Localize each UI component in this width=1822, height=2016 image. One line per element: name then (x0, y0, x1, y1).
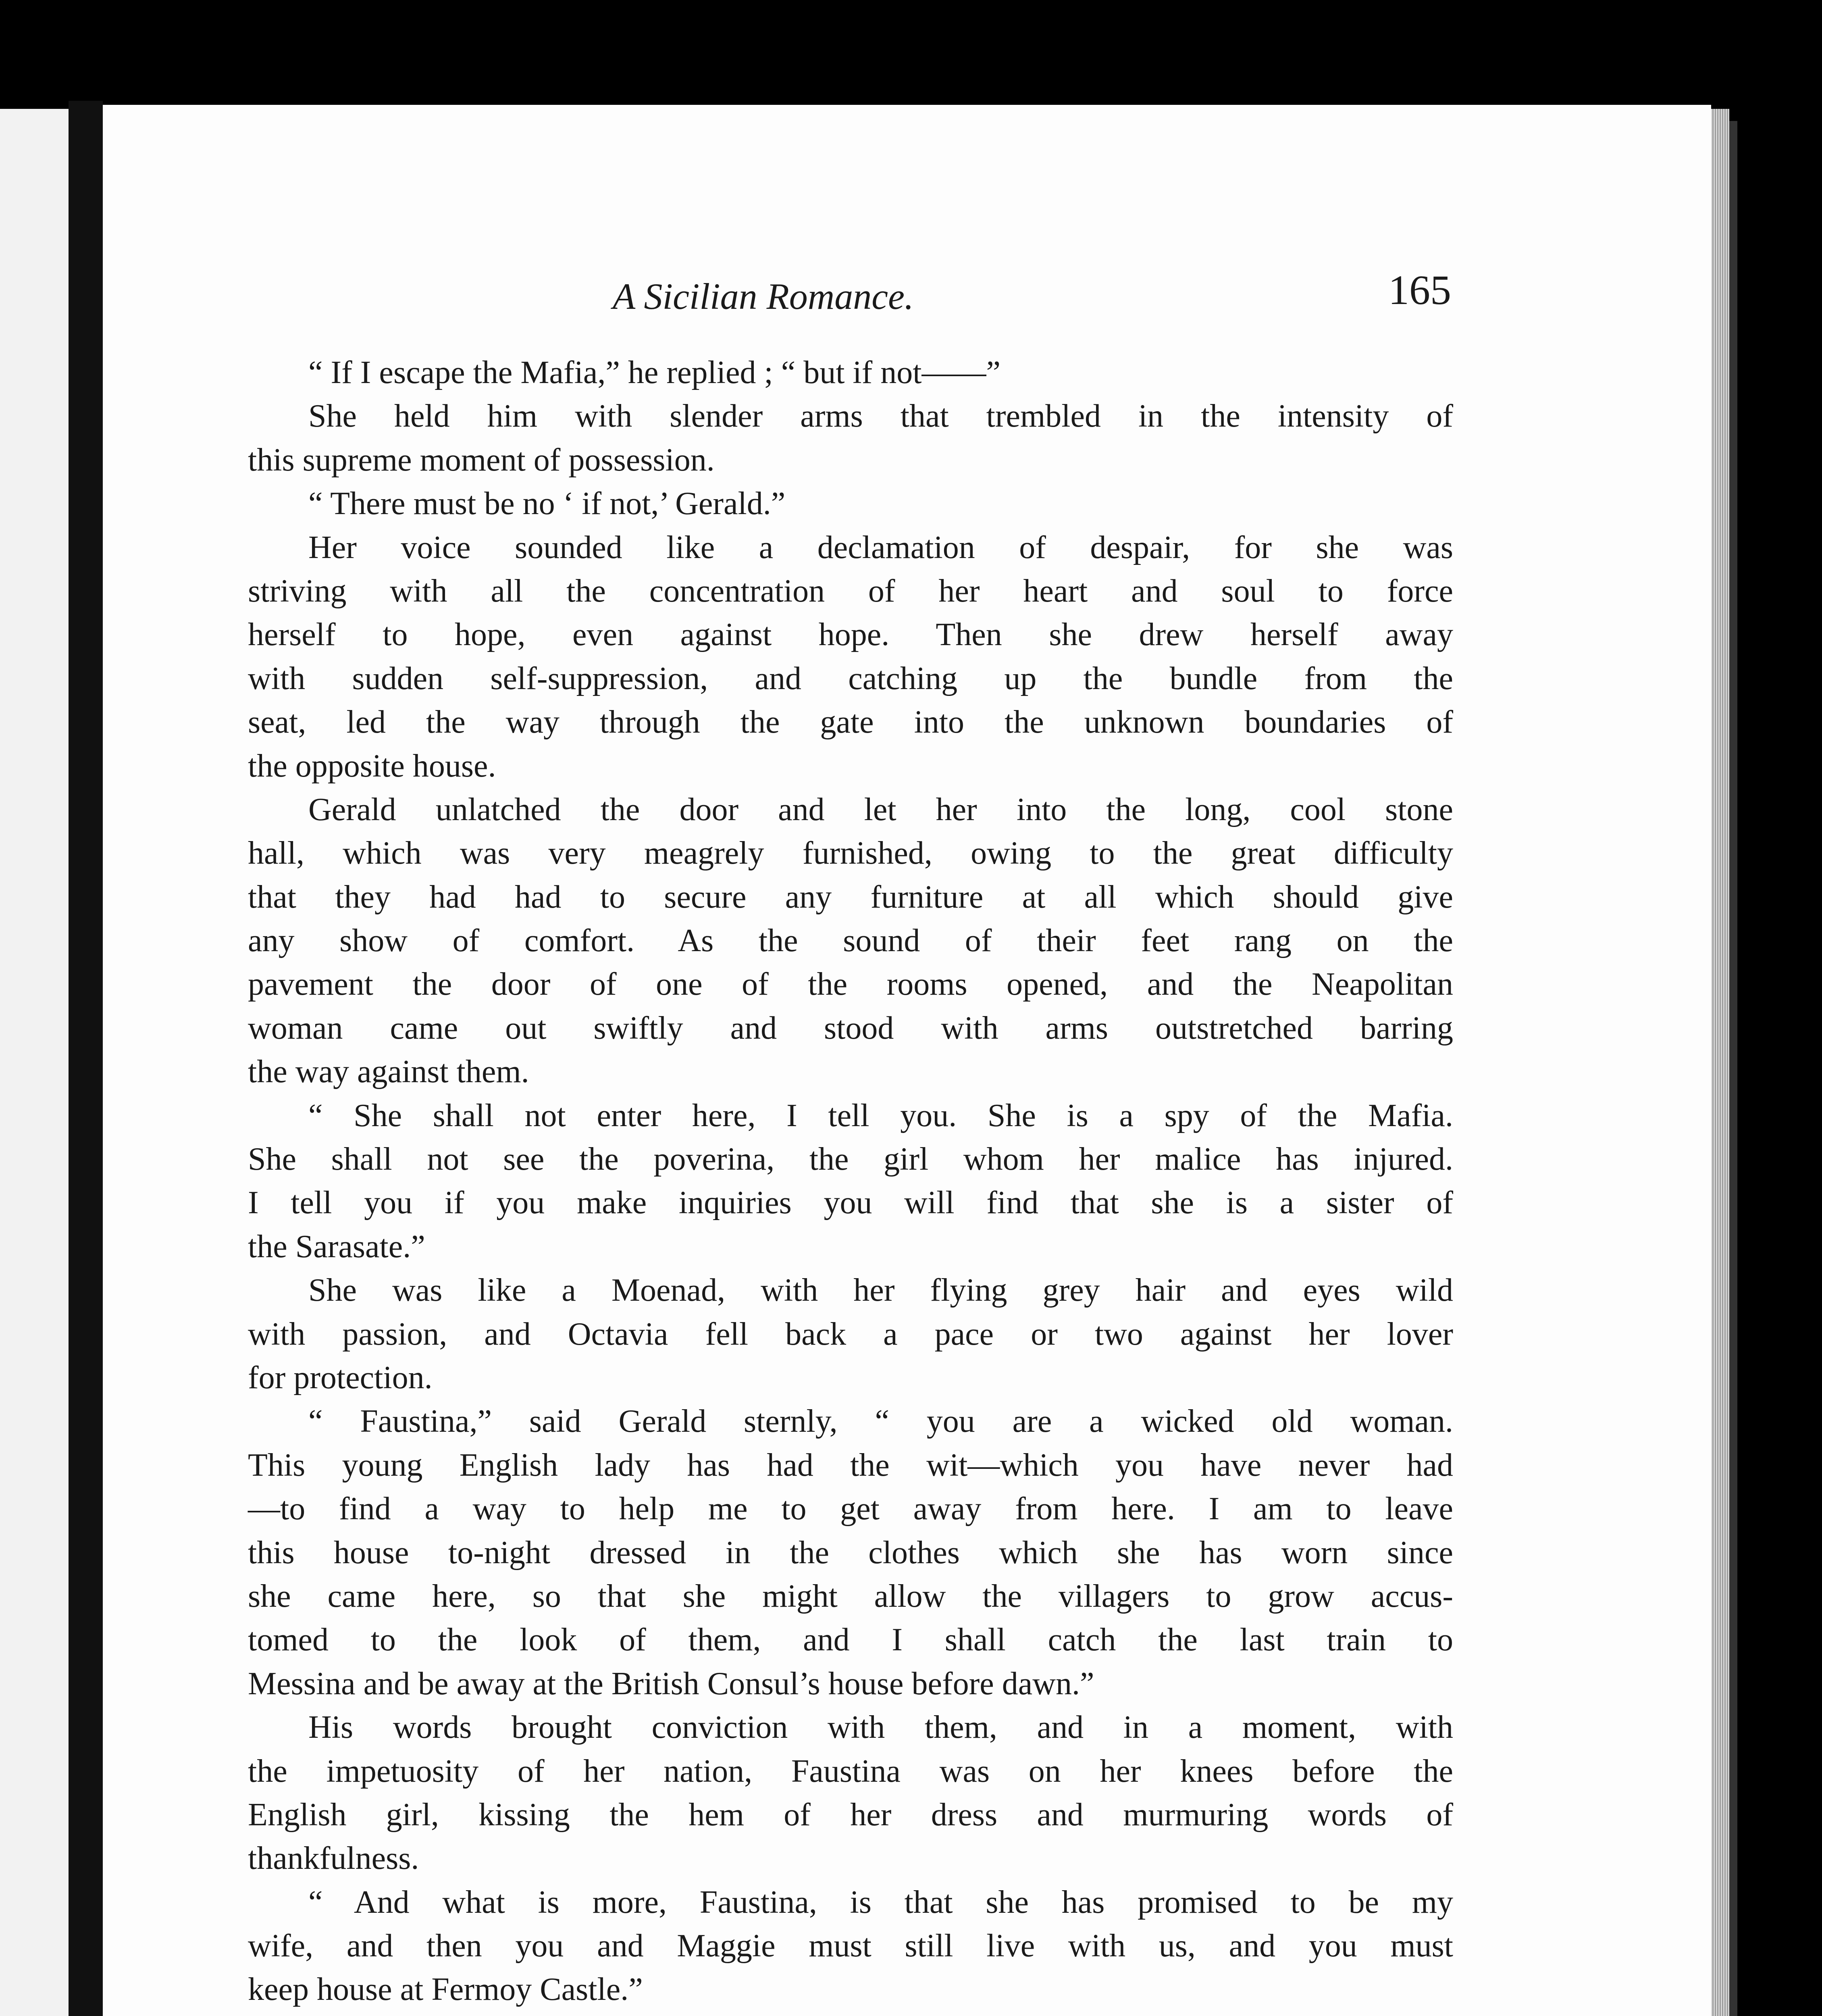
text-line: She held him with slender arms that trembled in the intensity of (308, 398, 1453, 434)
text-line: I tell you if you make inquiries you will find that she is a sister of (248, 1185, 1453, 1221)
text-line: English girl, kissing the hem of her dress and murmuring words of (248, 1797, 1453, 1833)
text-line: striving with all the concentration of her heart and soul to force (248, 573, 1453, 609)
text-line: —to find a way to help me to get away from here. I am to leave (248, 1491, 1453, 1527)
page-edges-stack (1711, 109, 1729, 2016)
text-line: keep house at Fermoy Castle.” (248, 1972, 643, 2008)
text-line: She was like a Moenad, with her flying grey hair and eyes wild (308, 1272, 1453, 1308)
text-line: that they had had to secure any furniture at all which should give (248, 879, 1453, 915)
running-head: A Sicilian Romance. (613, 276, 914, 317)
page-number: 165 (1388, 267, 1451, 313)
text-line: “ She shall not enter here, I tell you. She is a spy of the Mafia. (308, 1098, 1453, 1133)
text-line: Her voice sounded like a declamation of despair, for she was (308, 529, 1453, 565)
text-line (248, 2012, 1453, 2016)
text-line: tomed to the look of them, and I shall catch the last train to (248, 1622, 1453, 1658)
text-line: “ There must be no ‘ if not,’ Gerald.” (308, 486, 786, 522)
text-line: thankfulness. (248, 1841, 419, 1876)
text-line: pavement the door of one of the rooms opened, and the Neapolitan (248, 966, 1453, 1002)
text-line: herself to hope, even against hope. Then she drew herself away (248, 617, 1453, 653)
text-line: she came here, so that she might allow the villagers to grow accus- (248, 1578, 1453, 1614)
text-line: for protection. (248, 1360, 433, 1395)
text-line: Messina and be away at the British Consul’s house before dawn.” (248, 1666, 1094, 1702)
text-line: wife, and then you and Maggie must still live with us, and you must (248, 1928, 1453, 1964)
text-line: “ Faustina,” said Gerald sternly, “ you are a wicked old woman. (308, 1404, 1453, 1439)
text-line: woman came out swiftly and stood with arms outstretched barring (248, 1010, 1453, 1046)
text-line: with passion, and Octavia fell back a pace or two against her lover (248, 1316, 1453, 1352)
text-line: seat, led the way through the gate into the unknown boundaries of (248, 704, 1453, 740)
left-page-edge (0, 109, 69, 2016)
text-line: This young English lady has had the wit—which you have never had (248, 1447, 1453, 1483)
text-line: “ If I escape the Mafia,” he replied ; “ but if not——” (308, 355, 1001, 390)
text-line: She shall not see the poverina, the girl whom her malice has injured. (248, 1141, 1453, 1177)
text-line: hall, which was very meagrely furnished, owing to the great difficulty (248, 835, 1453, 871)
text-line: the Sarasate.” (248, 1229, 425, 1264)
book-gutter (69, 101, 103, 2016)
text-line: “ And what is more, Faustina, is that she has promised to be my (308, 1884, 1453, 1920)
body-text (248, 351, 1453, 2016)
page-edge-shadow (1729, 121, 1737, 2016)
text-line: any show of comfort. As the sound of their feet rang on the (248, 923, 1453, 959)
text-line: the opposite house. (248, 748, 496, 784)
text-line: this supreme moment of possession. (248, 442, 715, 478)
text-line: this house to-night dressed in the clothes which she has worn since (248, 1535, 1453, 1570)
text-line: with sudden self-suppression, and catching up the bundle from the (248, 660, 1453, 696)
text-line: His words brought conviction with them, and in a moment, with (308, 1710, 1453, 1745)
text-line: the impetuosity of her nation, Faustina was on her knees before the (248, 1753, 1453, 1789)
text-line: Gerald unlatched the door and let her into the long, cool stone (308, 791, 1453, 827)
text-line: the way against them. (248, 1054, 529, 1090)
